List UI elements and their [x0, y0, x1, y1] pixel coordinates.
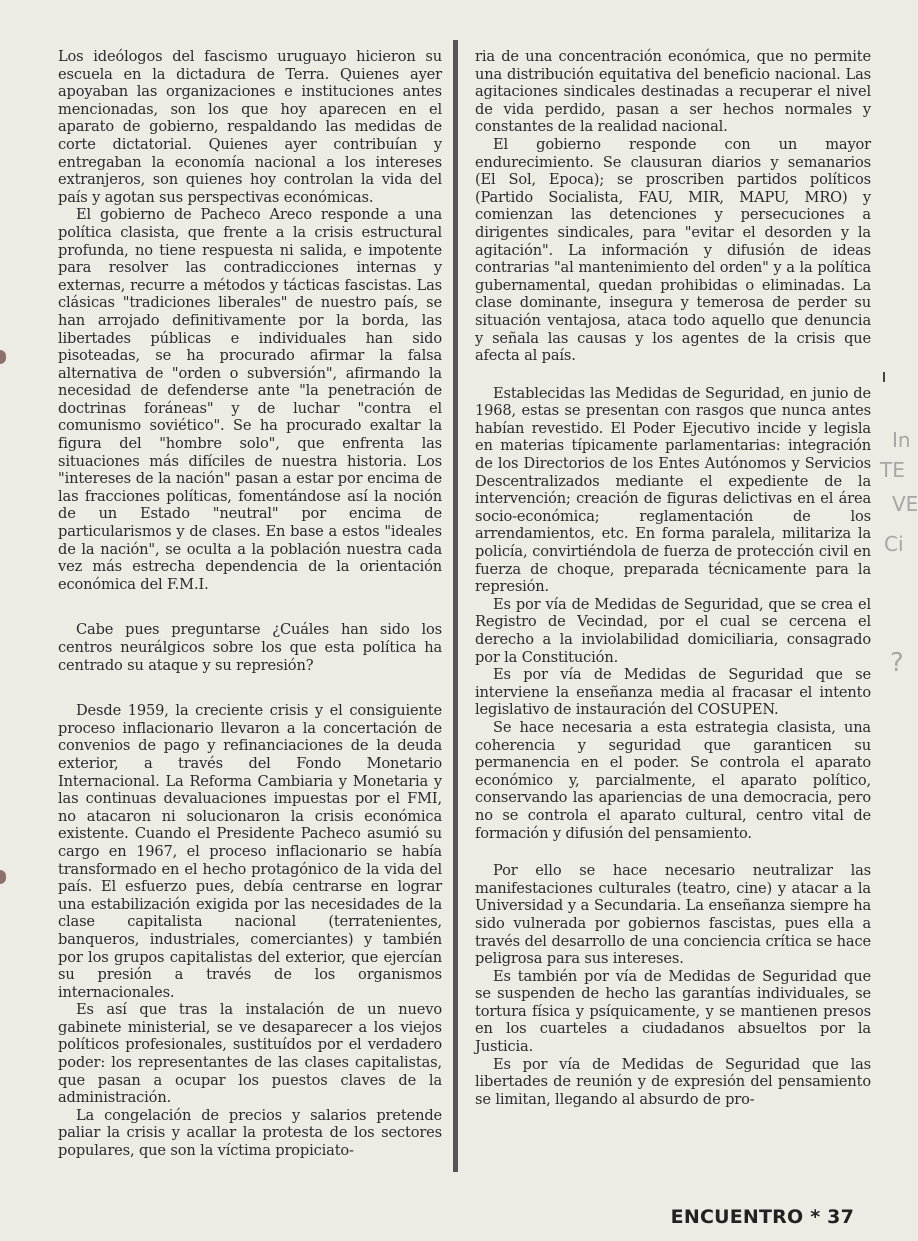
page-number: 37: [827, 1206, 854, 1228]
margin-note: TE: [880, 458, 905, 482]
margin-note: VE: [892, 492, 918, 516]
paragraph: El gobierno de Pacheco Areco responde a una política clasista, que frente a la crisis estructural profunda, no tiene respuesta ni salida, e impotente para resolver las contradicciones internas y externas, recurre a métodos y tácticas fascistas. Las clásicas "tradiciones liberales" de nuestro país, se han arrojado definitivamente por la borda, las libertades públicas e individuales han sido pisoteadas, se ha procurado afirmar la falsa alternativa de "orden o subversión", afirmando la necesidad de defenderse ante "la penetración de doctrinas foráneas" y de luchar "contra el comunismo soviético". Se ha procurado exaltar la figura del "hombre solo", que enfrenta las situaciones más difíciles de nuestra historia. Los "intereses de la nación" pasan a estar por encima de las fracciones políticas, fomentándose así la noción de un Estado "neutral" por encima de particularismos y de clases. En base a estos "ideales de la nación", se oculta a la población nuestra cada vez más estrecha dependencia de la orientación económica del F.M.I.: [58, 206, 442, 593]
margin-note: ?: [890, 648, 904, 678]
paragraph: Es así que tras la instalación de un nuevo gabinete ministerial, se ve desaparecer a los viejos políticos profesionales, sustituídos por el verdadero poder: los representantes de las clases capitalistas, que pasan a ocupar los puestos claves de la administración.: [58, 1001, 442, 1107]
paragraph: Cabe pues preguntarse ¿Cuáles han sido los centros neurálgicos sobre los que esta política ha centrado su ataque y su represión?: [58, 621, 442, 674]
right-column: [475, 48, 871, 1108]
paragraph: Es por vía de Medidas de Seguridad que las libertades de reunión y de expresión del pensamiento se limitan, llegando al absurdo de pro-: [475, 1055, 871, 1108]
magazine-name: ENCUENTRO: [670, 1206, 804, 1228]
paragraph: Desde 1959, la creciente crisis y el consiguiente proceso inflacionario llevaron a la concertación de convenios de pago y refinanciaciones de la deuda exterior, a través del Fondo Monetario Internacional. La Reforma Cambiaria y Monetaria y las continuas devaluaciones impuestas por el FMI, no atacaron ni solucionaron la crisis económica existente. Cuando el Presidente Pacheco asumió su cargo en 1967, el proceso inflacionario se había transformado en el hecho protagónico de la vida del país. El esfuerzo pues, debía centrarse en lograr una estabilización exigida por las necesidades de la clase capitalista nacional (terratenientes, banqueros, industriales, comerciantes) y también por los grupos capitalistas del exterior, que ejercían su presión a través de los organismos internacionales.: [58, 702, 442, 1001]
paragraph: Se hace necesaria a esta estrategia clasista, una coherencia y seguridad que garanticen su permanencia en el poder. Se controla el aparato económico y, parcialmente, el aparato político, conservando las apariencias de una democracia, pero no se controla el aparato cultural, centro vital de formación y difusión del pensamiento.: [475, 718, 871, 842]
margin-note: In: [892, 428, 911, 452]
paragraph: Por ello se hace necesario neutralizar las manifestaciones culturales (teatro, cine) y atacar a la Universidad y a Secundaria. La enseñanza siempre ha sido vulnerada por gobiernos fascistas, pues ella a través del desarrollo de una conciencia crítica se hace peligrosa para sus intereses.: [475, 862, 871, 968]
paragraph: Es también por vía de Medidas de Seguridad que se suspenden de hecho las garantías individuales, se tortura física y psíquicamente, y se mantienen presos en los cuarteles a ciudadanos absueltos por la Justicia.: [475, 967, 871, 1056]
column-divider: [453, 40, 458, 1172]
paragraph: Es por vía de Medidas de Seguridad que se interviene la enseñanza media al fracasar el intento legislativo de instauración del COSUPEN.: [475, 666, 871, 719]
paragraph: Establecidas las Medidas de Seguridad, en junio de 1968, estas se presentan con rasgos que nunca antes habían revestido. El Poder Ejecutivo incide y legisla en materias típicamente parlamentarias: integración de los Directorios de los Entes Autónomos y Servicios Descentralizados mediante el expediente de la intervención; creación de figuras delictivas en el área socio-económica; reglamentación de los arrendamientos, etc. En forma paralela, militariza la policía, convirtiéndola de fuerza de protección civil en fuerza de choque, preparada técnicamente para la represión.: [475, 384, 871, 596]
punch-hole-mark: [0, 870, 6, 884]
margin-mark: [883, 372, 885, 382]
footer-separator: *: [810, 1206, 821, 1228]
paragraph: El gobierno responde con un mayor endurecimiento. Se clausuran diarios y semanarios (El Sol, Epoca); se proscriben partidos políticos (Partido Socialista, FAU, MIR, MAPU, MRO) y comienzan las detenciones y persecuciones a dirigentes sindicales, para "evitar el desorden y la agitación". La información y difusión de ideas contrarias "al mantenimiento del orden" y a la política gubernamental, quedan prohibidas o eliminadas. La clase dominante, insegura y temerosa de perder su situación ventajosa, ataca todo aquello que denuncia y señala las causas y los agentes de la crisis que afecta al país.: [475, 135, 871, 365]
paragraph: La congelación de precios y salarios pretende paliar la crisis y acallar la protesta de los sectores populares, que son la víctima propiciato-: [58, 1106, 442, 1160]
paragraph: Los ideólogos del fascismo uruguayo hicieron su escuela en la dictadura de Terra. Quienes ayer apoyaban las organizaciones e instituciones antes mencionadas, son los que hoy aparecen en el aparato de gobierno, respaldando las medidas de corte dictatorial. Quienes ayer contribuían y entregaban la economía nacional a los intereses extranjeros, son quienes hoy controlan la vida del país y agotan sus perspectivas económicas.: [58, 48, 442, 206]
punch-hole-mark: [0, 350, 6, 364]
left-column: [58, 48, 442, 1160]
paragraph: ria de una concentración económica, que no permite una distribución equitativa del beneficio nacional. Las agitaciones sindicales destinadas a recuperar el nivel de vida perdido, pasan a ser hechos normales y constantes de la realidad nacional.: [475, 48, 871, 136]
page-footer: [671, 1206, 854, 1228]
margin-note: Ci: [884, 532, 904, 556]
paragraph: Es por vía de Medidas de Seguridad, que se crea el Registro de Vecindad, por el cual se cercena el derecho a la inviolabilidad domiciliaria, consagrado por la Constitución.: [475, 595, 871, 666]
